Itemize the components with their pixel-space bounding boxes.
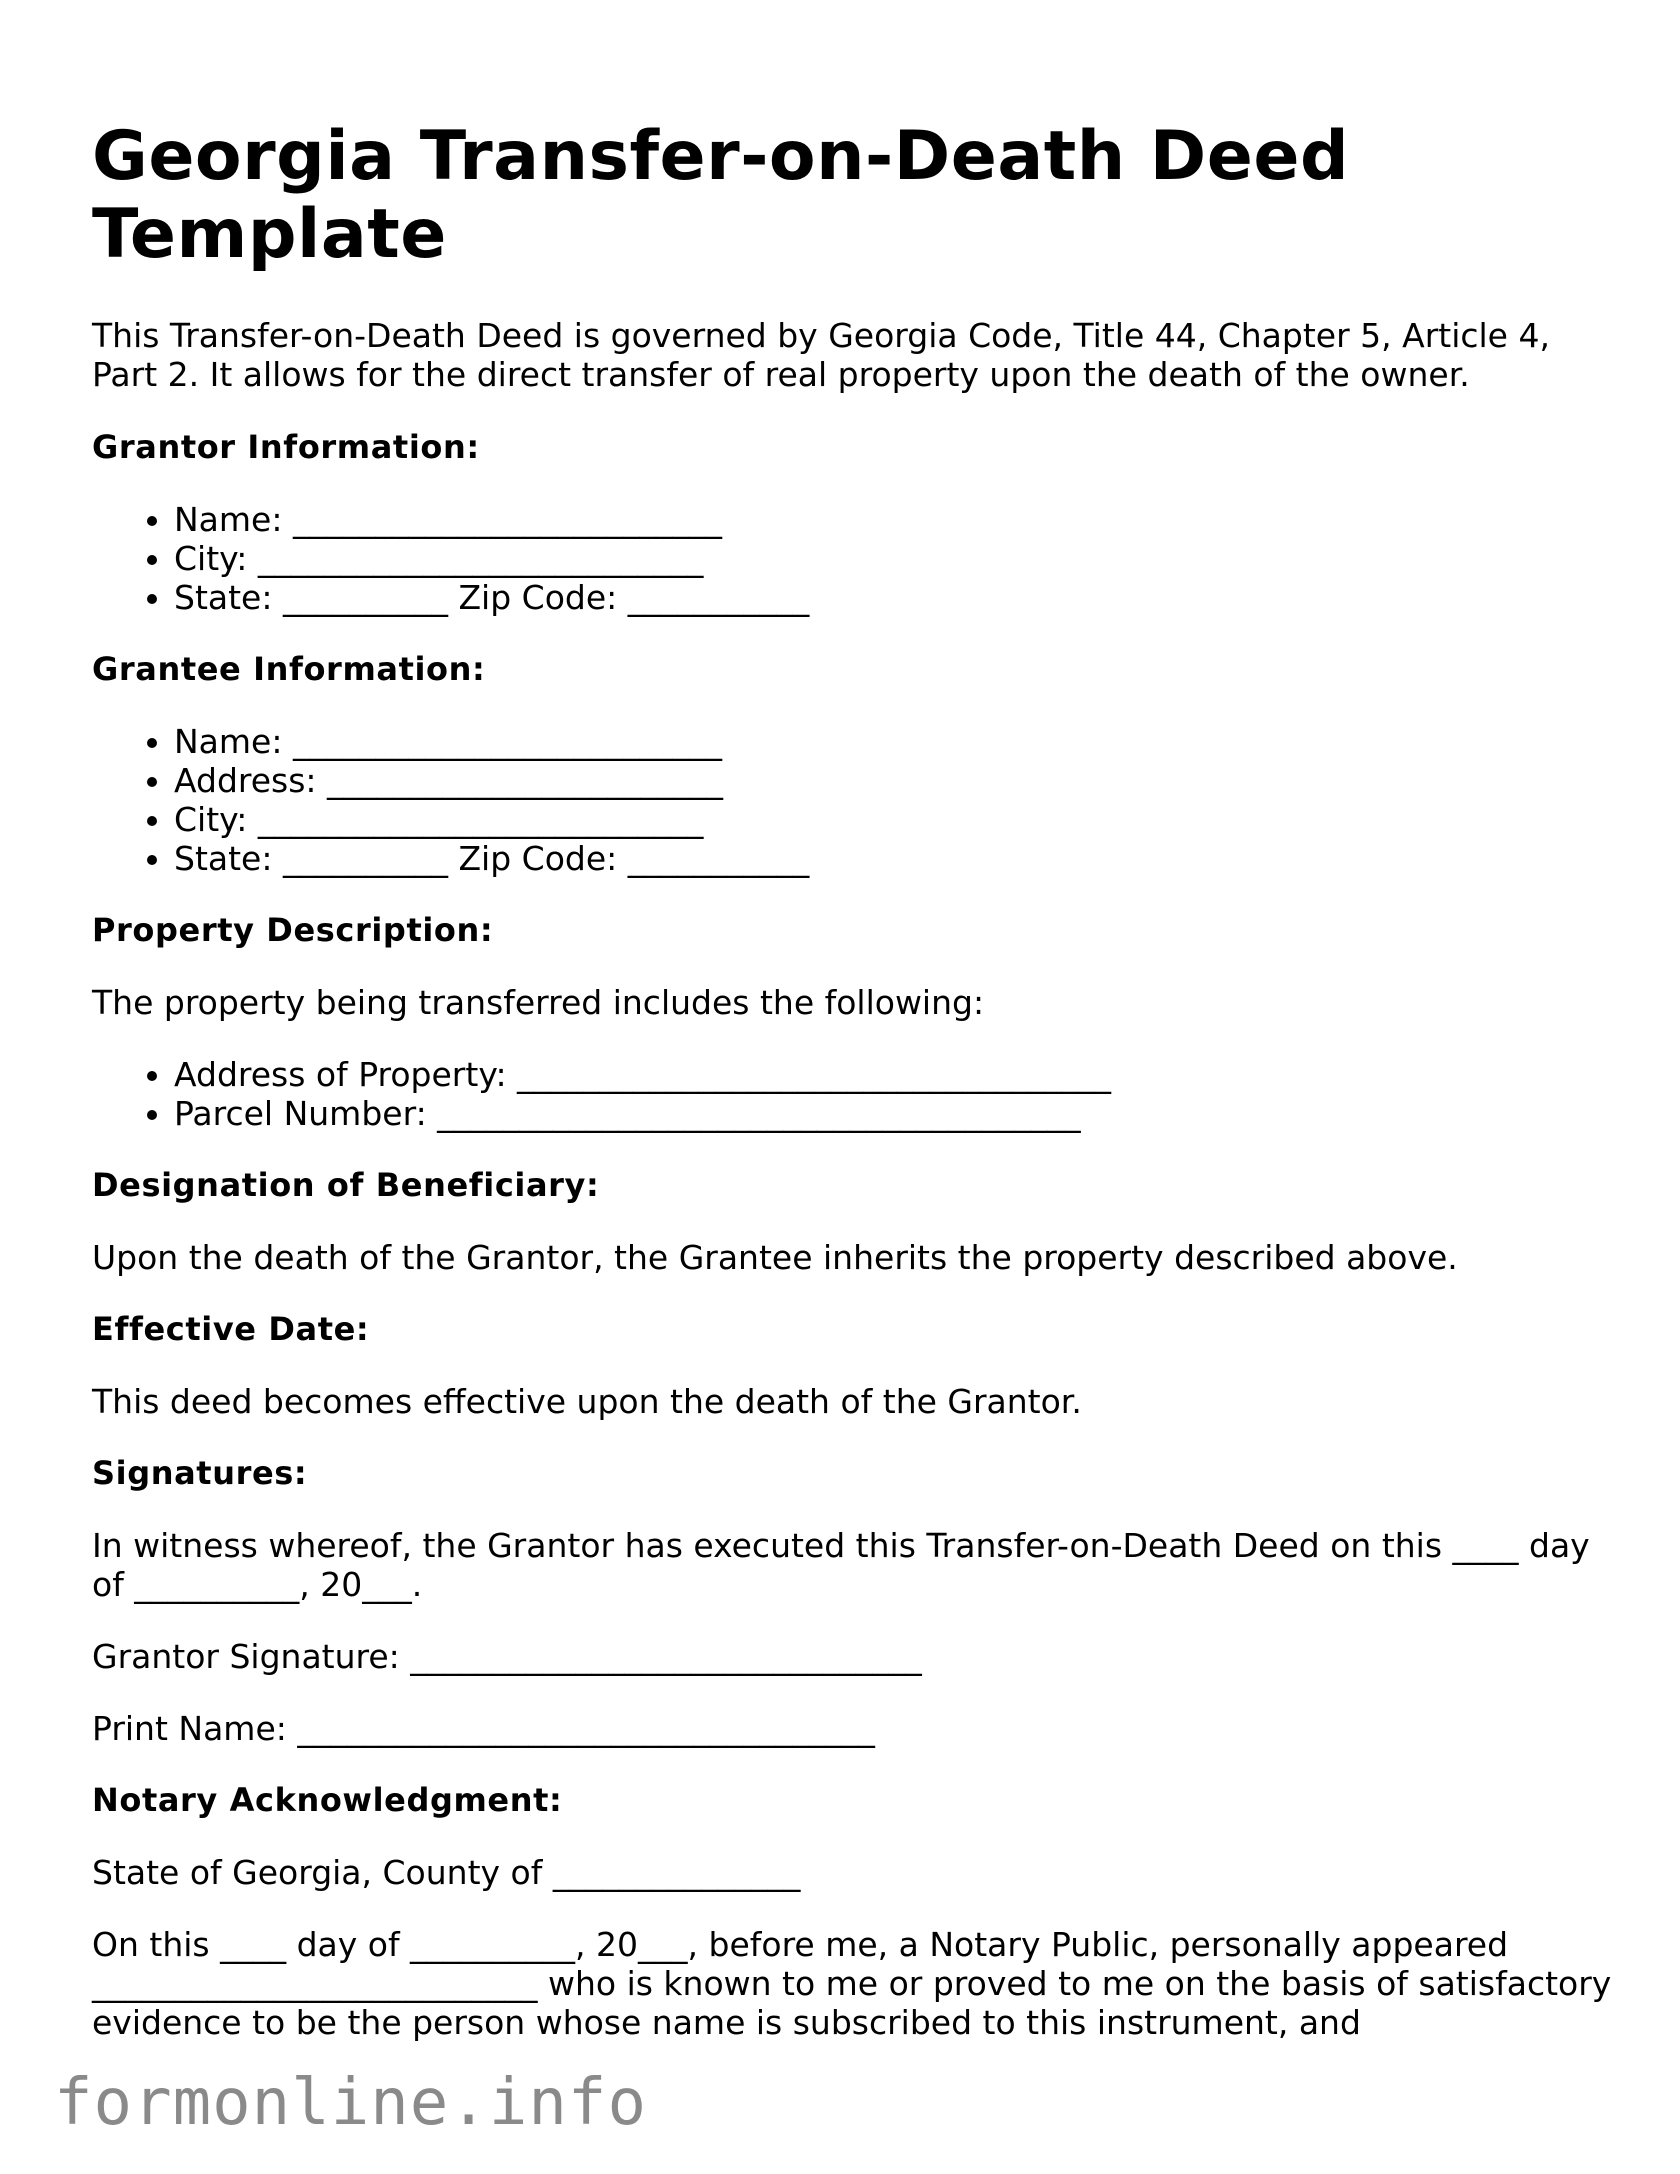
notary-heading: Notary Acknowledgment:: [92, 1781, 563, 1819]
grantee-city-field: • City: ___________________________: [174, 800, 1612, 839]
notary-county-line: State of Georgia, County of _______________: [92, 1853, 801, 1892]
effective-date-heading: Effective Date:: [92, 1310, 370, 1348]
grantee-address-field: • Address: ________________________: [174, 761, 1612, 800]
grantee-heading: Grantee Information:: [92, 650, 486, 688]
document-page: [92, 118, 1612, 2075]
grantor-name-field: • Name: __________________________: [174, 500, 1612, 539]
property-heading: Property Description:: [92, 911, 494, 949]
grantor-signature-line: Grantor Signature: _______________________________: [92, 1637, 922, 1676]
grantor-state-zip-field: • State: __________ Zip Code: ___________: [174, 578, 1612, 617]
parcel-number-field: • Parcel Number: _______________________________________: [174, 1094, 1612, 1133]
watermark: formonline.info: [54, 2066, 647, 2140]
property-list: [92, 1055, 1612, 1133]
intro-paragraph: This Transfer-on-Death Deed is governed by Georgia Code, Title 44, Chapter 5, Article 4, Part 2. It allows for the direct transfer of real property upon the death of the owner.: [92, 316, 1550, 394]
beneficiary-text: Upon the death of the Grantor, the Grantee inherits the property described above.: [92, 1238, 1458, 1277]
grantee-list: [92, 722, 1612, 878]
grantee-name-field: • Name: __________________________: [174, 722, 1612, 761]
effective-date-text: This deed becomes effective upon the death of the Grantor.: [92, 1382, 1082, 1421]
beneficiary-heading: Designation of Beneficiary:: [92, 1166, 600, 1204]
grantor-heading: Grantor Information:: [92, 428, 480, 466]
grantor-city-field: • City: ___________________________: [174, 539, 1612, 578]
grantee-state-zip-field: • State: __________ Zip Code: ___________: [174, 839, 1612, 878]
document-title: Georgia Transfer-on-Death Deed Template: [92, 117, 1350, 274]
property-text: The property being transferred includes the following:: [92, 983, 985, 1022]
grantor-list: [92, 500, 1612, 617]
signatures-heading: Signatures:: [92, 1454, 308, 1492]
property-address-field: • Address of Property: ____________________________________: [174, 1055, 1612, 1094]
print-name-line: Print Name: ___________________________________: [92, 1709, 875, 1748]
notary-statement: On this ____ day of __________, 20___, before me, a Notary Public, personally appeared ___________________________ who is known to me or proved to me on the basis of satisfactory evidence to be the person whose name is subscribed to this instrument, and: [92, 1925, 1612, 2042]
witness-statement: In witness whereof, the Grantor has executed this Transfer-on-Death Deed on this ____ day of __________, 20___.: [92, 1526, 1590, 1604]
